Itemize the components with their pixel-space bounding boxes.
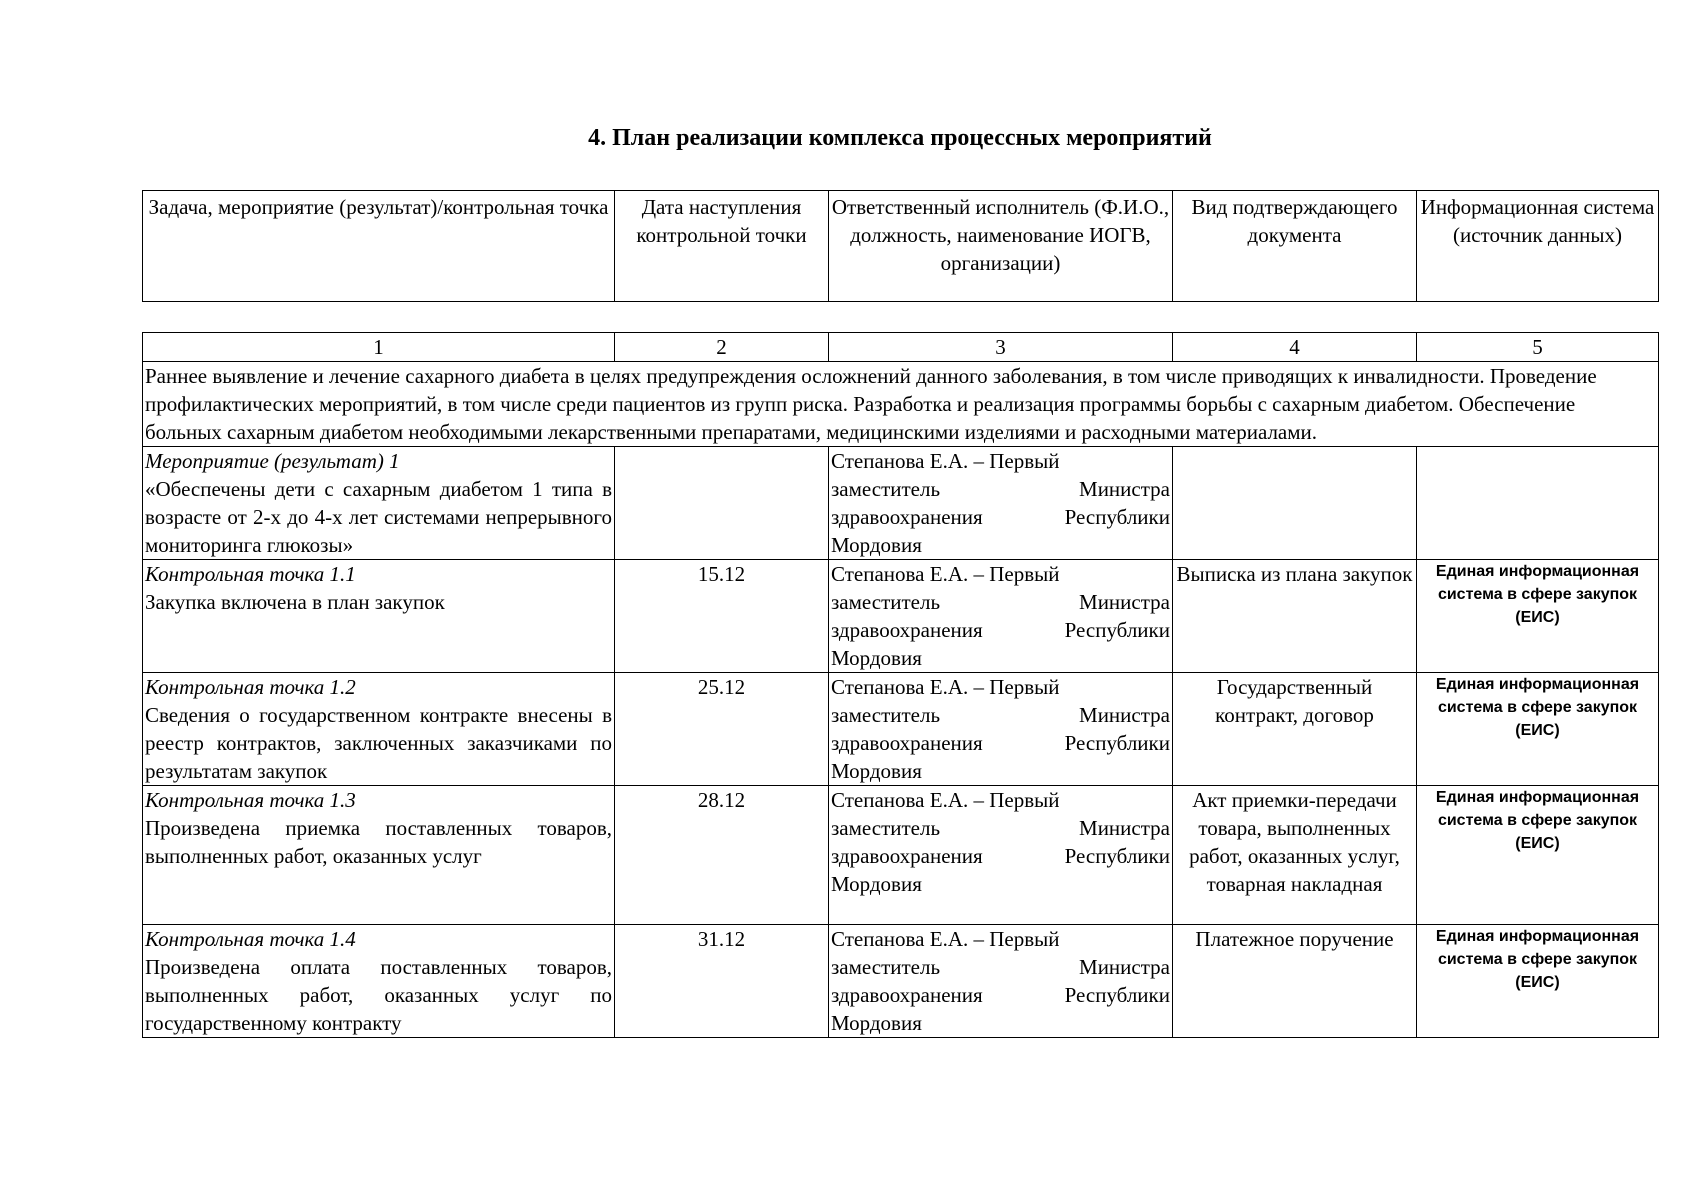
responsible-cell: [829, 925, 1173, 1038]
table-row: [143, 925, 1659, 1038]
responsible-cell: [829, 673, 1173, 786]
responsible-position: заместитель Министра здравоохранения Республики Мордовия: [831, 703, 1170, 783]
system-cell: Единая информационная система в сфере закупок (ЕИС): [1417, 560, 1659, 673]
responsible-position: заместитель Министра здравоохранения Республики Мордовия: [831, 816, 1170, 896]
table-row: [143, 673, 1659, 786]
table-row: [143, 447, 1659, 560]
responsible-name: Степанова Е.А. – Первый: [831, 562, 1060, 586]
task-cell: [143, 925, 615, 1038]
plan-table: [142, 332, 1659, 1038]
column-number: 2: [615, 333, 829, 362]
responsible-position: заместитель Министра здравоохранения Республики Мордовия: [831, 590, 1170, 670]
responsible-name: Степанова Е.А. – Первый: [831, 788, 1060, 812]
date-cell: 15.12: [615, 560, 829, 673]
column-numbers-row: [143, 333, 1659, 362]
responsible-cell: [829, 560, 1173, 673]
section-text: Раннее выявление и лечение сахарного диабета в целях предупреждения осложнений данного заболевания, в том числе приводящих к инвалидности. Проведение профилактических мероприятий, в том числе среди пациентов из групп риска. Разработка и реализация программы борьбы с сахарным диабетом. Обеспечение больных сахарным диабетом необходимыми лекарственными препаратами, медицинскими изделиями и расходными материалами.: [143, 362, 1659, 447]
responsible-name: Степанова Е.А. – Первый: [831, 675, 1060, 699]
task-cell: [143, 673, 615, 786]
system-cell: [1417, 447, 1659, 560]
row-label: Контрольная точка 1.1: [145, 562, 356, 586]
responsible-name: Степанова Е.А. – Первый: [831, 449, 1060, 473]
page-title: 4. План реализации комплекса процессных мероприятий: [588, 125, 1212, 151]
header-document: Вид подтверждающего документа: [1173, 191, 1417, 302]
row-text: Закупка включена в план закупок: [145, 590, 445, 614]
header-table: [142, 190, 1659, 302]
table-row: [143, 786, 1659, 925]
date-cell: [615, 447, 829, 560]
header-system: Информационная система (источник данных): [1417, 191, 1659, 302]
row-label: Контрольная точка 1.4: [145, 927, 356, 951]
header-responsible: Ответственный исполнитель (Ф.И.О., должность, наименование ИОГВ, организации): [829, 191, 1173, 302]
row-text: «Обеспечены дети с сахарным диабетом 1 типа в возрасте от 2-х до 4-х лет системами непрерывного мониторинга глюкозы»: [145, 477, 612, 557]
system-cell: Единая информационная система в сфере закупок (ЕИС): [1417, 786, 1659, 925]
document-cell: Государственный контракт, договор: [1173, 673, 1417, 786]
task-cell: [143, 447, 615, 560]
column-number: 1: [143, 333, 615, 362]
document-cell: Акт приемки-передачи товара, выполненных работ, оказанных услуг, товарная накладная: [1173, 786, 1417, 925]
header-row: [143, 191, 1659, 302]
responsible-name: Степанова Е.А. – Первый: [831, 927, 1060, 951]
column-number: 5: [1417, 333, 1659, 362]
row-text: Произведена приемка поставленных товаров, выполненных работ, оказанных услуг: [145, 816, 612, 868]
responsible-cell: [829, 447, 1173, 560]
document-cell: [1173, 447, 1417, 560]
document-cell: Платежное поручение: [1173, 925, 1417, 1038]
responsible-position: заместитель Министра здравоохранения Республики Мордовия: [831, 955, 1170, 1035]
date-cell: 25.12: [615, 673, 829, 786]
row-text: Произведена оплата поставленных товаров, выполненных работ, оказанных услуг по государственному контракту: [145, 955, 612, 1035]
responsible-cell: [829, 786, 1173, 925]
system-cell: Единая информационная система в сфере закупок (ЕИС): [1417, 673, 1659, 786]
document-cell: Выписка из плана закупок: [1173, 560, 1417, 673]
section-row: [143, 362, 1659, 447]
task-cell: [143, 786, 615, 925]
date-cell: 28.12: [615, 786, 829, 925]
column-number: 4: [1173, 333, 1417, 362]
task-cell: [143, 560, 615, 673]
header-task: Задача, мероприятие (результат)/контрольная точка: [143, 191, 615, 302]
row-label: Контрольная точка 1.3: [145, 788, 356, 812]
table-row: [143, 560, 1659, 673]
responsible-position: заместитель Министра здравоохранения Республики Мордовия: [831, 477, 1170, 557]
row-text: Сведения о государственном контракте внесены в реестр контрактов, заключенных заказчиками по результатам закупок: [145, 703, 612, 783]
column-number: 3: [829, 333, 1173, 362]
header-date: Дата наступления контрольной точки: [615, 191, 829, 302]
system-cell: Единая информационная система в сфере закупок (ЕИС): [1417, 925, 1659, 1038]
row-label: Контрольная точка 1.2: [145, 675, 356, 699]
date-cell: 31.12: [615, 925, 829, 1038]
row-label: Мероприятие (результат) 1: [145, 449, 400, 473]
